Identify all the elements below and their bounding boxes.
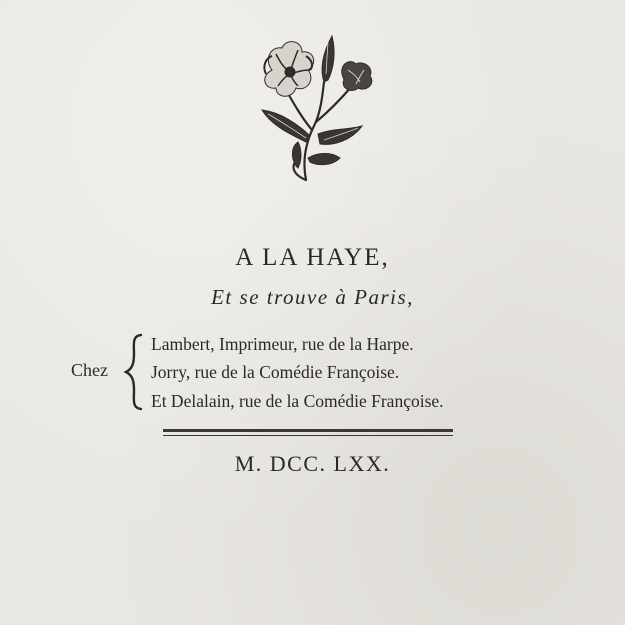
curly-brace-icon xyxy=(122,332,144,412)
double-rule-thin xyxy=(163,435,453,436)
chez-label: Chez xyxy=(71,360,108,380)
seller-lambert: Lambert, Imprimeur, rue de la Harpe. xyxy=(151,334,414,354)
double-rule-thick xyxy=(163,429,453,432)
flower-ornament-icon xyxy=(236,30,386,188)
imprint-subline: Et se trouve à Paris, xyxy=(211,285,414,309)
seller-jorry: Jorry, rue de la Comédie Françoise. xyxy=(151,362,400,382)
imprint-place: A LA HAYE, xyxy=(235,244,390,271)
imprint-date: M. DCC. LXX. xyxy=(234,451,391,476)
seller-delalain: Et Delalain, rue de la Comédie Françoise. xyxy=(151,391,444,411)
